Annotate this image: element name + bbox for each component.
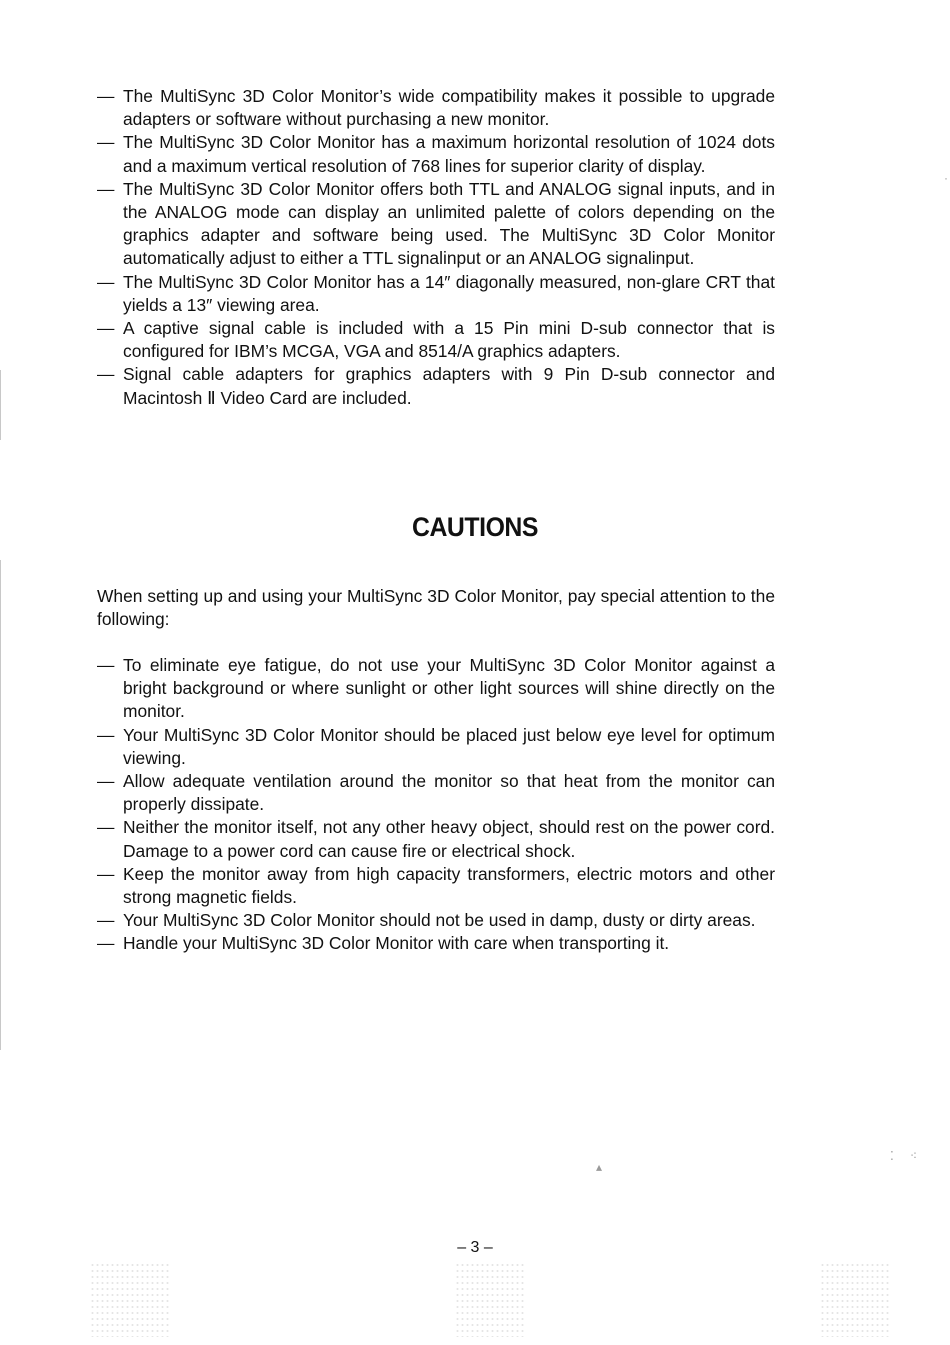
list-item-text: The MultiSync 3D Color Monitor’s wide compatibility makes it possible to upgrade adapters or software without purchasing a new monitor. bbox=[123, 86, 775, 130]
scan-speck: · bbox=[944, 171, 948, 185]
scan-noise bbox=[455, 1262, 525, 1337]
list-item-text: The MultiSync 3D Color Monitor has a maximum horizontal resolution of 1024 dots and a maximum vertical resolution of 768 lines for superior clarity of display. bbox=[123, 132, 775, 176]
list-item-text: Signal cable adapters for graphics adapters with 9 Pin D-sub connector and Macintosh Ⅱ Video Card are included. bbox=[123, 364, 775, 408]
feature-list bbox=[97, 85, 775, 410]
dash-marker: — bbox=[97, 132, 115, 153]
scan-speck: ⁖ bbox=[910, 1149, 918, 1163]
dash-marker: — bbox=[97, 724, 115, 745]
list-item bbox=[97, 724, 775, 770]
list-item bbox=[97, 863, 775, 909]
list-item-text: Keep the monitor away from high capacity transformers, electric motors and other strong magnetic fields. bbox=[123, 863, 775, 908]
dash-marker: — bbox=[97, 817, 115, 838]
list-item-text: Handle your MultiSync 3D Color Monitor with care when transporting it. bbox=[123, 933, 670, 954]
dash-marker: — bbox=[97, 933, 115, 954]
list-item bbox=[97, 770, 775, 816]
list-item-text: Your MultiSync 3D Color Monitor should not be used in damp, dusty or dirty areas. bbox=[123, 910, 756, 931]
list-item bbox=[97, 317, 775, 363]
dash-marker: — bbox=[97, 318, 115, 339]
scan-speck: ▴ bbox=[596, 1160, 603, 1174]
dash-marker: — bbox=[97, 364, 115, 385]
cautions-list bbox=[97, 654, 775, 956]
scan-edge-line bbox=[0, 370, 1, 440]
list-item bbox=[97, 909, 775, 932]
list-item-text: The MultiSync 3D Color Monitor offers both TTL and ANALOG signal inputs, and in the ANALOG mode can display an unlimited palette of colors depending on the graphics adapter and software being used. The MultiSync 3D Color Monitor automatically adjust to either a TTL signalinput or an ANALOG signalinput. bbox=[123, 178, 775, 269]
dash-marker: — bbox=[97, 863, 115, 884]
dash-marker: — bbox=[97, 86, 115, 106]
list-item bbox=[97, 363, 775, 409]
scan-edge-line bbox=[0, 560, 1, 1050]
list-item bbox=[97, 654, 775, 724]
dash-marker: — bbox=[97, 771, 115, 792]
list-item bbox=[97, 131, 775, 177]
list-item-text: To eliminate eye fatigue, do not use your MultiSync 3D Color Monitor against a bright background or where sunlight or other light sources will shine directly on the monitor. bbox=[123, 655, 775, 722]
dash-marker: — bbox=[97, 178, 115, 199]
scan-noise bbox=[90, 1262, 170, 1337]
dash-marker: — bbox=[97, 910, 115, 931]
cautions-heading: CAUTIONS bbox=[411, 512, 539, 542]
list-item-text: Allow adequate ventilation around the monitor so that heat from the monitor can properly dissipate. bbox=[123, 771, 775, 815]
list-item-text: The MultiSync 3D Color Monitor has a 14″ diagonally measured, non-glare CRT that yields a 13″ viewing area. bbox=[123, 271, 775, 315]
list-item bbox=[97, 816, 775, 862]
list-item-text: A captive signal cable is included with a 15 Pin mini D-sub connector that is configured for IBM’s MCGA, VGA and 8514/A graphics adapters. bbox=[123, 318, 775, 362]
list-item bbox=[97, 271, 775, 317]
page-number: – 3 – bbox=[457, 1239, 493, 1256]
cautions-intro: When setting up and using your MultiSync 3D Color Monitor, pay special attention to the following: bbox=[97, 586, 775, 630]
list-item bbox=[97, 932, 775, 955]
list-item-text: Your MultiSync 3D Color Monitor should be placed just below eye level for optimum viewing. bbox=[123, 724, 775, 768]
dash-marker: — bbox=[97, 655, 115, 675]
dash-marker: — bbox=[97, 271, 115, 292]
scan-speck: ⁚ bbox=[890, 1149, 894, 1163]
list-item bbox=[97, 178, 775, 271]
list-item-text: Neither the monitor itself, not any other heavy object, should rest on the power cord. Damage to a power cord can cause fire or electrical shock. bbox=[123, 817, 775, 861]
list-item bbox=[97, 85, 775, 131]
scan-noise bbox=[820, 1262, 890, 1337]
